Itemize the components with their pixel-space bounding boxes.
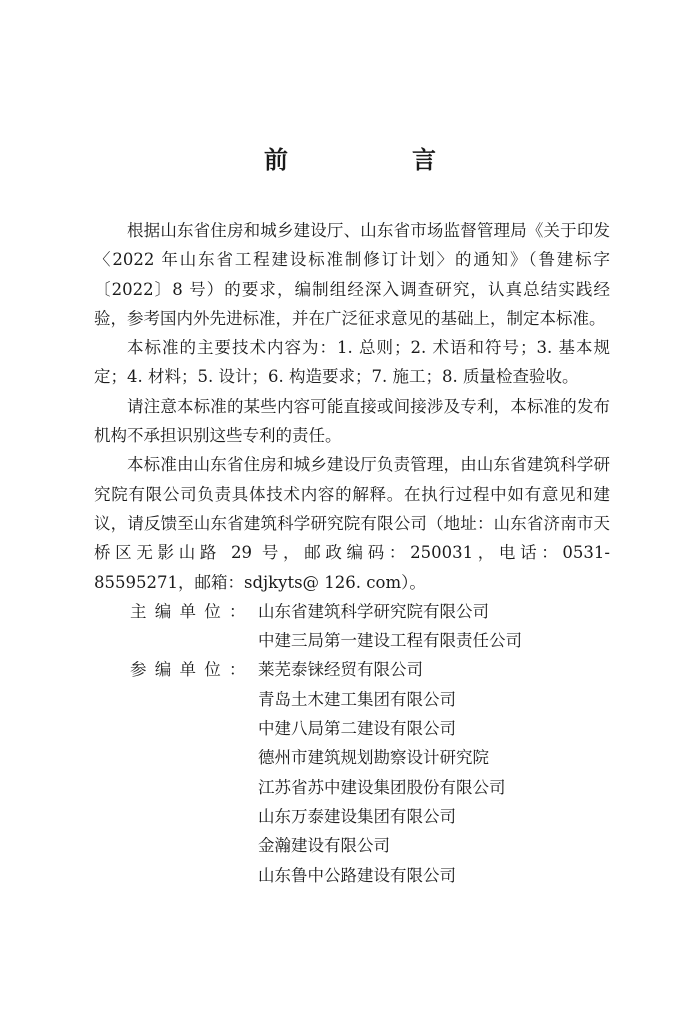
participating-unit-item: 山东鲁中公路建设有限公司 [258,865,456,885]
participating-unit-item: 山东万泰建设集团有限公司 [258,806,456,826]
chief-units-label: 主编单位： [130,601,246,621]
paragraph-management: 本标准由山东省住房和城乡建设厅负责管理，由山东省建筑科学研究院有限公司负责具体技术内容的解释。在执行过程中如有意见和建议，请反馈至山东省建筑科学研究院有限公司（地址：山东省济南市天桥区无影山路 29 号，邮政编码：250031，电话：0531-85595271，邮箱：sdjkyts@ 126. com）。 [94,455,610,592]
preface-body [94,216,610,890]
participating-units-list [258,655,610,889]
participating-unit-item: 莱芜泰铼经贸有限公司 [258,660,423,680]
chief-units-block [94,597,610,656]
participating-unit-item: 德州市建筑规划勘察设计研究院 [258,748,489,768]
paragraph-basis: 根据山东省住房和城乡建设厅、山东省市场监督管理局《关于印发〈2022 年山东省工程建设标准制修订计划〉的通知》（鲁建标字〔2022〕8 号）的要求，编制组经深入调查研究，认真总结实践经验，参考国内外先进标准，并在广泛征求意见的基础上，制定本标准。 [94,221,610,328]
chief-units-list [258,597,610,656]
paragraph-patent-notice: 请注意本标准的某些内容可能直接或间接涉及专利，本标准的发布机构不承担识别这些专利的责任。 [94,396,610,446]
participating-unit-item: 金瀚建设有限公司 [258,836,390,856]
participating-unit-item: 江苏省苏中建设集团股份有限公司 [258,777,506,797]
participating-unit-item: 青岛土木建工集团有限公司 [258,689,456,709]
chief-unit-item: 中建三局第一建设工程有限责任公司 [258,631,522,651]
page-title: 前 言 [264,145,486,174]
paragraph-contents: 本标准的主要技术内容为：1. 总则；2. 术语和符号；3. 基本规定；4. 材料；5. 设计；6. 构造要求；7. 施工；8. 质量检查验收。 [94,338,610,387]
participating-unit-item: 中建八局第二建设有限公司 [258,719,456,739]
participating-units-label: 参编单位： [130,660,246,680]
participating-units-block [94,655,610,889]
chief-unit-item: 山东省建筑科学研究院有限公司 [258,601,489,621]
